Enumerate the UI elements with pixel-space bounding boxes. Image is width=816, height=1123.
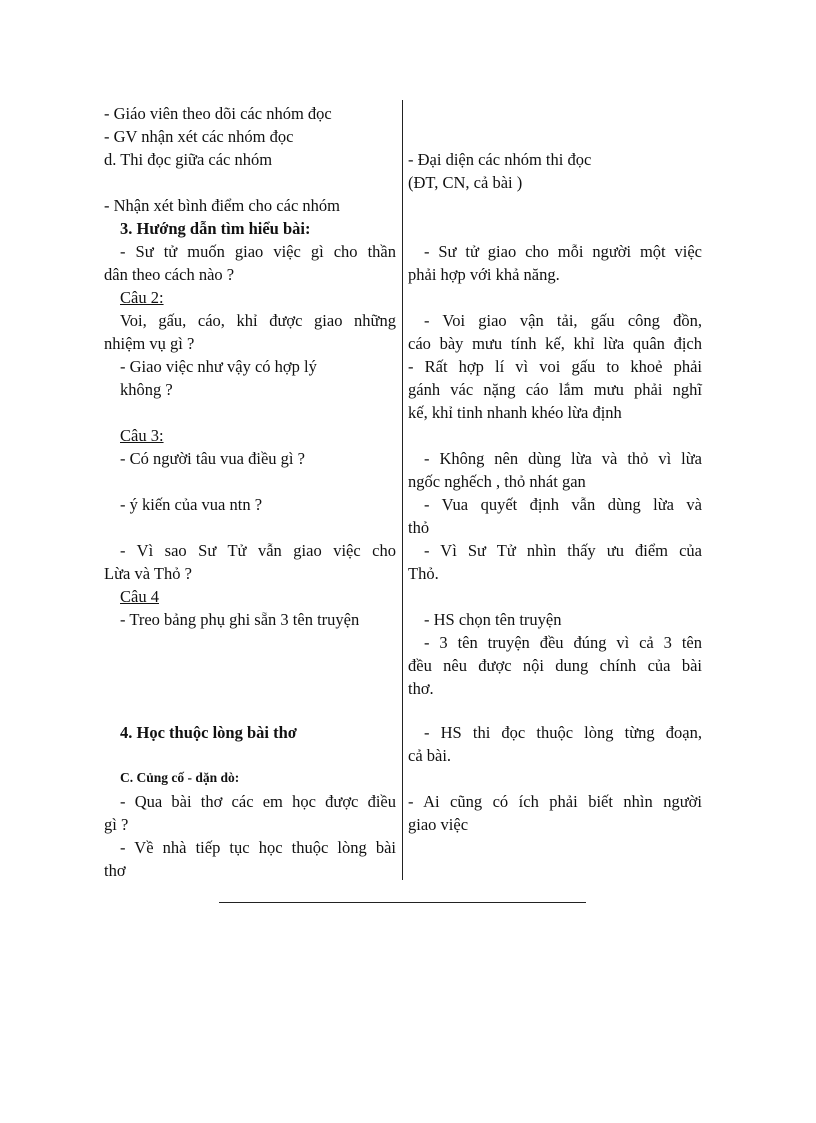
question-line: - Giao việc như vậy có hợp lý xyxy=(120,357,317,376)
text-line: - Nhận xét bình điểm cho các nhóm xyxy=(104,196,340,215)
question-line: thơ xyxy=(104,861,126,880)
question-line: Voi, gấu, cáo, khỉ được giao những xyxy=(120,311,396,330)
text-line: - Giáo viên theo dõi các nhóm đọc xyxy=(104,104,332,123)
section-heading: 3. Hướng dẫn tìm hiểu bài: xyxy=(120,219,311,238)
question-line: - Treo bảng phụ ghi sẵn 3 tên truyện xyxy=(120,610,360,629)
answer-line: - 3 tên truyện đều đúng vì cả 3 tên xyxy=(424,633,702,652)
answer-line: - Không nên dùng lừa và thỏ vì lừa xyxy=(424,449,702,468)
answer-line: - Vua quyết định vẫn dùng lừa và xyxy=(424,495,702,514)
text-line: d. Thi đọc giữa các nhóm xyxy=(104,150,273,169)
question-label: Câu 3: xyxy=(120,426,164,445)
answer-line: - HS chọn tên truyện xyxy=(424,610,562,629)
question-line: - Vì sao Sư Tử vẫn giao việc cho xyxy=(120,541,396,560)
answer-line: cáo bày mưu tính kế, khỉ lừa quân địch xyxy=(408,334,702,353)
answer-line: - Đại diện các nhóm thi đọc xyxy=(408,150,592,169)
question-line: nhiệm vụ gì ? xyxy=(104,334,195,353)
column-divider xyxy=(402,100,403,880)
answer-line: - Sư tử giao cho mỗi người một việc xyxy=(424,242,702,261)
answer-line: thơ. xyxy=(408,679,434,698)
answer-line: phải hợp với khả năng. xyxy=(408,265,560,284)
text-line: - GV nhận xét các nhóm đọc xyxy=(104,127,294,146)
question-line: - Có người tâu vua điều gì ? xyxy=(120,449,305,468)
question-label: Câu 4 xyxy=(120,587,159,606)
section-heading: 4. Học thuộc lòng bài thơ xyxy=(120,723,297,742)
answer-line: - Ai cũng có ích phải biết nhìn người xyxy=(408,792,702,811)
answer-line: - HS thi đọc thuộc lòng từng đoạn, xyxy=(424,723,702,742)
question-line: - Qua bài thơ các em học được điều xyxy=(120,792,396,811)
answer-line: kế, khỉ tinh nhanh khéo lừa định xyxy=(408,403,622,422)
question-label: Câu 2: xyxy=(120,288,164,307)
question-line: gì ? xyxy=(104,815,129,834)
answer-line: - Rất hợp lí vì voi gấu to khoẻ phải xyxy=(408,357,702,376)
answer-line: thỏ xyxy=(408,518,430,537)
answer-line: - Vì Sư Tử nhìn thấy ưu điểm của xyxy=(424,541,702,560)
answer-line: gánh vác nặng cáo lắm mưu phải nghĩ xyxy=(408,380,702,399)
answer-line: - Voi giao vận tải, gấu công đồn, xyxy=(424,311,702,330)
question-line: - Sư tử muốn giao việc gì cho thần xyxy=(120,242,396,261)
question-line: dân theo cách nào ? xyxy=(104,265,235,284)
answer-line: (ĐT, CN, cả bài ) xyxy=(408,173,523,192)
question-line: - ý kiến của vua ntn ? xyxy=(120,495,263,514)
answer-line: ngốc nghếch , thỏ nhát gan xyxy=(408,472,586,491)
answer-line: cả bài. xyxy=(408,746,452,765)
question-line: không ? xyxy=(120,380,173,399)
answer-line: giao việc xyxy=(408,815,469,834)
question-line: Lừa và Thỏ ? xyxy=(104,564,192,583)
section-heading: C. Củng cố - dặn dò: xyxy=(120,770,240,785)
end-rule xyxy=(219,902,586,903)
answer-line: Thỏ. xyxy=(408,564,439,583)
answer-line: đều nêu được nội dung chính của bài xyxy=(408,656,702,675)
question-line: - Về nhà tiếp tục học thuộc lòng bài xyxy=(120,838,396,857)
